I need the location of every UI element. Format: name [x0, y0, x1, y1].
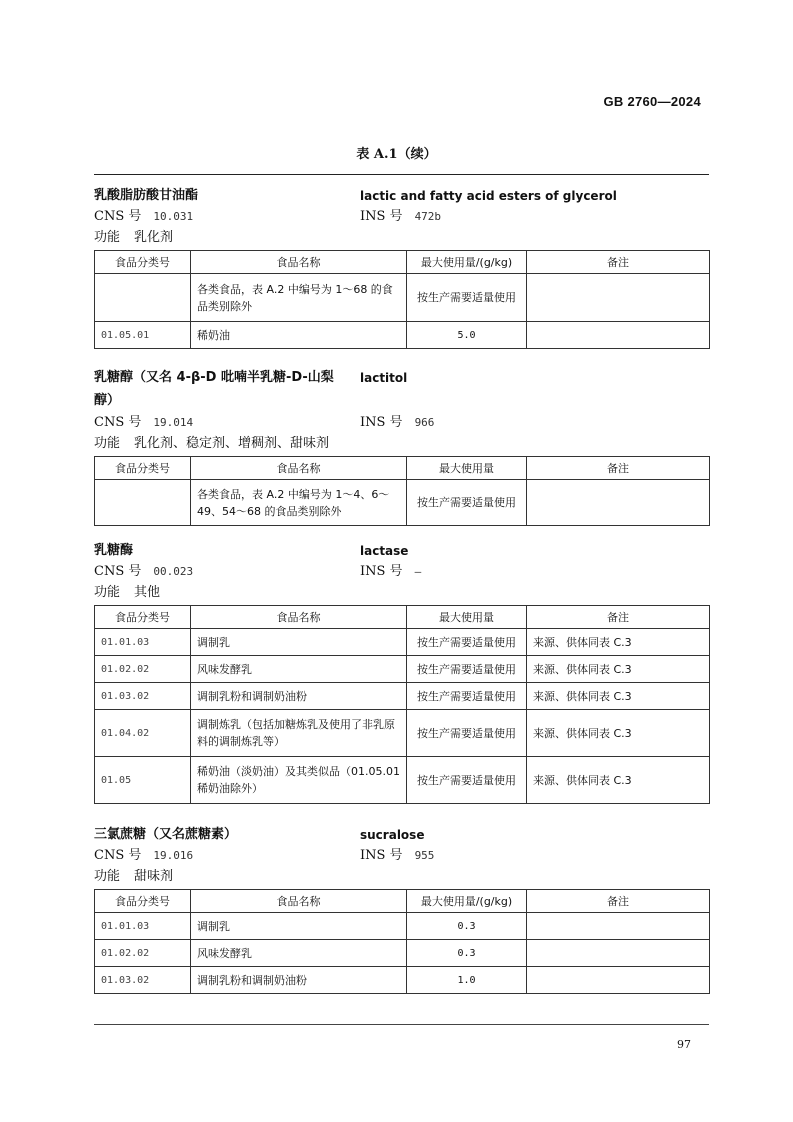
additive-chinese-name: 乳糖酶 — [94, 543, 134, 558]
usage-table — [94, 889, 710, 994]
food-name: 调制乳粉和调制奶油粉 — [191, 683, 407, 710]
header-cell: 食品分类号 — [95, 251, 191, 274]
bottom-rule — [94, 1024, 709, 1025]
remark: 来源、供体同表 C.3 — [527, 656, 710, 683]
header-cell: 最大使用量/(g/kg) — [407, 251, 527, 274]
max-usage: 按生产需要适量使用 — [407, 480, 527, 526]
header-cell: 食品名称 — [191, 251, 407, 274]
usage-table — [94, 605, 710, 804]
additive-chinese-name: 三氯蔗糖（又名蔗糖素） — [94, 827, 238, 842]
additive-english-name: lactase — [360, 544, 409, 558]
top-rule — [94, 174, 709, 175]
function-value: 乳化剂 — [134, 230, 174, 245]
food-category-code: 01.04.02 — [95, 710, 191, 757]
food-category-code: 01.01.03 — [95, 629, 191, 656]
header-cell: 最大使用量 — [407, 606, 527, 629]
cns-value: 19.016 — [153, 849, 194, 862]
table-row — [95, 629, 710, 656]
ins-number — [360, 206, 441, 227]
food-name: 风味发酵乳 — [191, 656, 407, 683]
table-row — [95, 710, 710, 757]
remark — [527, 274, 710, 322]
header-cell: 最大使用量/(g/kg) — [407, 890, 527, 913]
function-line — [94, 433, 709, 454]
standard-code: GB 2760—2024 — [603, 94, 701, 109]
ins-value: 955 — [414, 849, 435, 862]
table-row — [95, 656, 710, 683]
max-usage: 5.0 — [407, 322, 527, 349]
header-cell: 食品分类号 — [95, 890, 191, 913]
cns-number — [94, 206, 193, 227]
ins-value: 966 — [414, 416, 435, 429]
ins-value: — — [414, 565, 422, 578]
usage-table — [94, 250, 710, 349]
food-name: 各类食品，表 A.2 中编号为 1～68 的食品类别除外 — [191, 274, 407, 322]
food-category-code: 01.02.02 — [95, 656, 191, 683]
cns-label: CNS 号 — [94, 209, 142, 224]
header-cell: 食品名称 — [191, 890, 407, 913]
function-line — [94, 866, 709, 887]
food-name: 风味发酵乳 — [191, 940, 407, 967]
max-usage: 按生产需要适量使用 — [407, 683, 527, 710]
max-usage: 按生产需要适量使用 — [407, 757, 527, 804]
table-row — [95, 683, 710, 710]
function-label: 功能 — [94, 230, 121, 245]
header-cell: 食品分类号 — [95, 457, 191, 480]
food-category-code: 01.03.02 — [95, 683, 191, 710]
max-usage: 按生产需要适量使用 — [407, 656, 527, 683]
function-value: 其他 — [134, 585, 161, 600]
table-row — [95, 274, 710, 322]
additive-english-name: sucralose — [360, 828, 425, 842]
max-usage: 1.0 — [407, 967, 527, 994]
food-name: 稀奶油 — [191, 322, 407, 349]
max-usage: 0.3 — [407, 913, 527, 940]
function-label: 功能 — [94, 436, 121, 451]
cns-number — [94, 412, 193, 433]
ins-label: INS 号 — [360, 415, 403, 430]
ins-label: INS 号 — [360, 848, 403, 863]
food-category-code: 01.03.02 — [95, 967, 191, 994]
remark: 来源、供体同表 C.3 — [527, 683, 710, 710]
remark — [527, 940, 710, 967]
food-category-code — [95, 480, 191, 526]
remark — [527, 480, 710, 526]
food-name: 调制乳 — [191, 913, 407, 940]
ins-number — [360, 412, 434, 433]
cns-label: CNS 号 — [94, 415, 142, 430]
additive-section — [94, 825, 709, 994]
remark: 来源、供体同表 C.3 — [527, 629, 710, 656]
additive-chinese-name: 乳糖醇（又名 4-β-D 吡喃半乳糖-D-山梨醇） — [94, 370, 334, 408]
table-row — [95, 967, 710, 994]
additive-chinese-name: 乳酸脂肪酸甘油酯 — [94, 188, 199, 203]
ins-number — [360, 845, 434, 866]
remark: 来源、供体同表 C.3 — [527, 757, 710, 804]
remark: 来源、供体同表 C.3 — [527, 710, 710, 757]
food-name: 各类食品，表 A.2 中编号为 1～4、6～49、54～68 的食品类别除外 — [191, 480, 407, 526]
function-value: 乳化剂、稳定剂、增稠剂、甜味剂 — [134, 436, 330, 451]
food-category-code — [95, 274, 191, 322]
cns-label: CNS 号 — [94, 564, 142, 579]
remark — [527, 322, 710, 349]
ins-label: INS 号 — [360, 564, 403, 579]
additive-english-name: lactitol — [360, 371, 408, 385]
table-header-row — [95, 890, 710, 913]
table-header-row — [95, 251, 710, 274]
header-cell: 食品分类号 — [95, 606, 191, 629]
max-usage: 0.3 — [407, 940, 527, 967]
ins-value: 472b — [414, 210, 442, 223]
max-usage: 按生产需要适量使用 — [407, 274, 527, 322]
header-cell: 备注 — [527, 251, 710, 274]
header-cell: 食品名称 — [191, 606, 407, 629]
additive-section — [94, 186, 709, 349]
table-row — [95, 757, 710, 804]
cns-number — [94, 561, 193, 582]
cns-value: 10.031 — [153, 210, 194, 223]
additive-english-name: lactic and fatty acid esters of glycerol — [360, 189, 617, 203]
ins-label: INS 号 — [360, 209, 403, 224]
function-label: 功能 — [94, 869, 121, 884]
table-row — [95, 913, 710, 940]
function-line — [94, 582, 709, 603]
function-line — [94, 227, 709, 248]
function-value: 甜味剂 — [134, 869, 174, 884]
page-number: 97 — [677, 1038, 691, 1051]
food-name: 调制炼乳（包括加糖炼乳及使用了非乳原料的调制炼乳等） — [191, 710, 407, 757]
food-category-code: 01.01.03 — [95, 913, 191, 940]
table-row — [95, 322, 710, 349]
cns-label: CNS 号 — [94, 848, 142, 863]
food-category-code: 01.05 — [95, 757, 191, 804]
max-usage: 按生产需要适量使用 — [407, 629, 527, 656]
max-usage: 按生产需要适量使用 — [407, 710, 527, 757]
remark — [527, 967, 710, 994]
additive-section — [94, 541, 709, 804]
food-name: 调制乳粉和调制奶油粉 — [191, 967, 407, 994]
function-label: 功能 — [94, 585, 121, 600]
header-cell: 食品名称 — [191, 457, 407, 480]
food-category-code: 01.02.02 — [95, 940, 191, 967]
additive-section — [94, 366, 709, 526]
food-category-code: 01.05.01 — [95, 322, 191, 349]
remark — [527, 913, 710, 940]
cns-number — [94, 845, 193, 866]
header-cell: 最大使用量 — [407, 457, 527, 480]
cns-value: 00.023 — [153, 565, 194, 578]
food-name: 稀奶油（淡奶油）及其类似品（01.05.01 稀奶油除外） — [191, 757, 407, 804]
table-title: 表 A.1（续） — [356, 147, 437, 162]
cns-value: 19.014 — [153, 416, 194, 429]
ins-number — [360, 561, 421, 582]
table-header-row — [95, 606, 710, 629]
header-cell: 备注 — [527, 606, 710, 629]
table-header-row — [95, 457, 710, 480]
header-cell: 备注 — [527, 457, 710, 480]
usage-table — [94, 456, 710, 526]
food-name: 调制乳 — [191, 629, 407, 656]
table-row — [95, 480, 710, 526]
header-cell: 备注 — [527, 890, 710, 913]
table-row — [95, 940, 710, 967]
